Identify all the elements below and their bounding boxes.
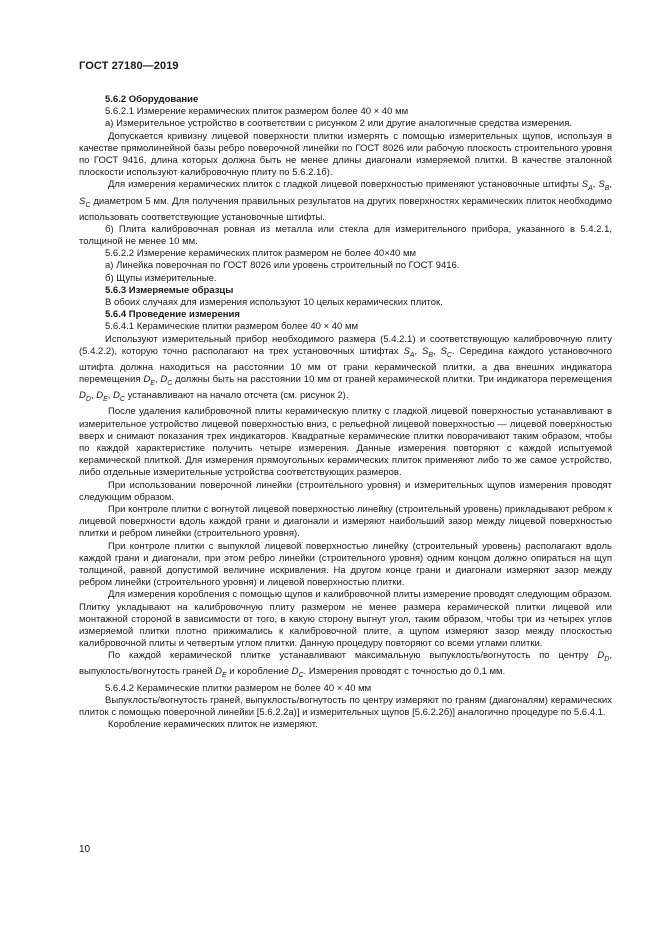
paragraph: После удаления калибровочной плиты керамическую плитку с гладкой лицевой поверхностью устанавливают в измерительное устройство лицевой поверхностью вниз, с рельефной лицевой поверхностью — лицевой поверхностью вверх и снимают показания трех индикаторов. Квадратные керамические плитки поворачивают таким образом, чтобы по каждой характеристике получить четыре измерения. Данные измерения повторяют с каждой испытуемой керамической плиткой. Для измерения прямоугольных керамических плиток применяют либо то же самое устройство, либо отдельные измерительные устройства соответствующих размеров. <box>79 406 612 479</box>
subsection-heading: 5.6.2.2 Измерение керамических плиток размером не более 40×40 мм <box>105 248 417 260</box>
paragraph: Для измерения керамических плиток с гладкой лицевой поверхностью применяют установочные штифты $S_A$, $S_B$, $S_C$ диаметром 5 мм. Для получения правильных результатов на других поверхностях керамических плиток необходимо использовать соответствующие установочные штифты. <box>79 179 612 223</box>
paragraph: Допускается кривизну лицевой поверхности плитки измерять с помощью измерительных щупов, используя в качестве прямолинейной базы ребро поверочной линейки по ГОСТ 8026 или рабочую плоскость строительного уровня по ГОСТ 9416, длина которых должна быть не менее длины диагонали измеряемой плитки. В качестве эталонной плоскости используют калибровочную плиту по 5.6.2.1б). <box>79 130 612 179</box>
paragraph: а) Измерительное устройство в соответствии с рисунком 2 или другие аналогичные средства измерения. <box>105 118 573 130</box>
list-item: а) Линейка поверочная по ГОСТ 8026 или уровень строительный по ГОСТ 9416. <box>105 260 460 272</box>
subsection-heading: 5.6.4.1 Керамические плитки размером более 40 × 40 мм <box>105 321 359 333</box>
section-heading: 5.6.2 Оборудование <box>105 94 199 105</box>
paragraph: По каждой керамической плитке устанавливают максимальную выпуклость/вогнутость по центру $D_D$, выпуклость/вогнутость граней $D_E$ и коробление $D_C$. Измерения проводят с точностью до 0,1 мм. <box>79 650 612 680</box>
paragraph: Используют измерительный прибор необходимого размера (5.4.2.1) и соответствующую калибровочную плиту (5.4.2.2), которую точно располагают на трех установочных штифтах $S_A$, $S_B$, $S_C$. Середина каждого установочного штифта должна находиться на расстоянии 10 мм от грани керамической плитки, а два внешних индикатора перемещения $D_E$, $D_C$ должны быть на расстоянии 10 мм от граней керамической плитки. Три индикатора перемещения $D_D$, $D_E$, $D_C$ устанавливают на начало отсчета (см. рисунок 2). <box>79 333 612 404</box>
paragraph: б) Плита калибровочная ровная из металла или стекла для измерительного прибора, указанного в 5.4.2.1, толщиной не менее 10 мм. <box>79 223 612 248</box>
subsection-heading: 5.6.2.1 Измерение керамических плиток размером более 40 × 40 мм <box>105 106 409 118</box>
section-heading: 5.6.3 Измеряемые образцы <box>105 284 234 296</box>
page-number: 10 <box>79 844 91 855</box>
paragraph: При использовании поверочной линейки (строительного уровня) и измерительных щупов измерения проводят следующим образом. <box>79 479 612 503</box>
document-header: ГОСТ 27180—2019 <box>79 60 179 72</box>
paragraph: При контроле плитки с вогнутой лицевой поверхностью линейку (строительный уровень) прикладывают ребром к лицевой поверхности вдоль каждой грани и диагонали и измеряют наибольший зазор между лицевой поверхностью плитки и ребром линейки (строительного уровня). <box>79 503 612 540</box>
document-body <box>79 94 612 731</box>
paragraph: Коробление керамических плиток не измеряют. <box>108 719 318 731</box>
subsection-heading: 5.6.4.2 Керамические плитки размером не более 40 × 40 мм <box>105 682 372 694</box>
paragraph: В обоих случаях для измерения используют 10 целых керамических плиток. <box>105 297 443 309</box>
paragraph: При контроле плитки с выпуклой лицевой поверхностью линейку (строительный уровень) располагают вдоль каждой грани и диагонали, при этом ребро линейки (строительного уровня) одним концом должно опираться на щуп толщиной, равной допустимой величине искривления. На другом конце грани и диагонали измеряют зазор между ребром линейки (строительного уровня) и лицевой поверхностью плитки. <box>79 540 612 589</box>
section-heading: 5.6.4 Проведение измерения <box>105 309 240 321</box>
list-item: б) Щупы измерительные. <box>105 272 217 284</box>
paragraph: Для измерения коробления с помощью щупов и калибровочной плиты измерение проводят следующим образом. Плитку укладывают на калибровочную плиту размером не менее размера керамической плитки лицевой или монтажной стороной в зависимости от того, в какую сторону выгнут угол, таким образом, чтобы три из четырех углов измеряемой плитки плотно прижимались к калибровочной плите, а щупом измеряют зазор между плоскостью калибровочной плиты и четвертым углом плитки. Данную процедуру повторяют со всеми углами плитки. <box>79 589 612 650</box>
paragraph: Выпуклость/вогнутость граней, выпуклость/вогнутость по центру измеряют по граням (диагоналям) керамических плиток с помощью поверочной линейки [5.6.2.2а)] и измерительных щупов [5.6.2.2б)] аналогично процедуре по 5.6.4.1. <box>79 694 612 718</box>
